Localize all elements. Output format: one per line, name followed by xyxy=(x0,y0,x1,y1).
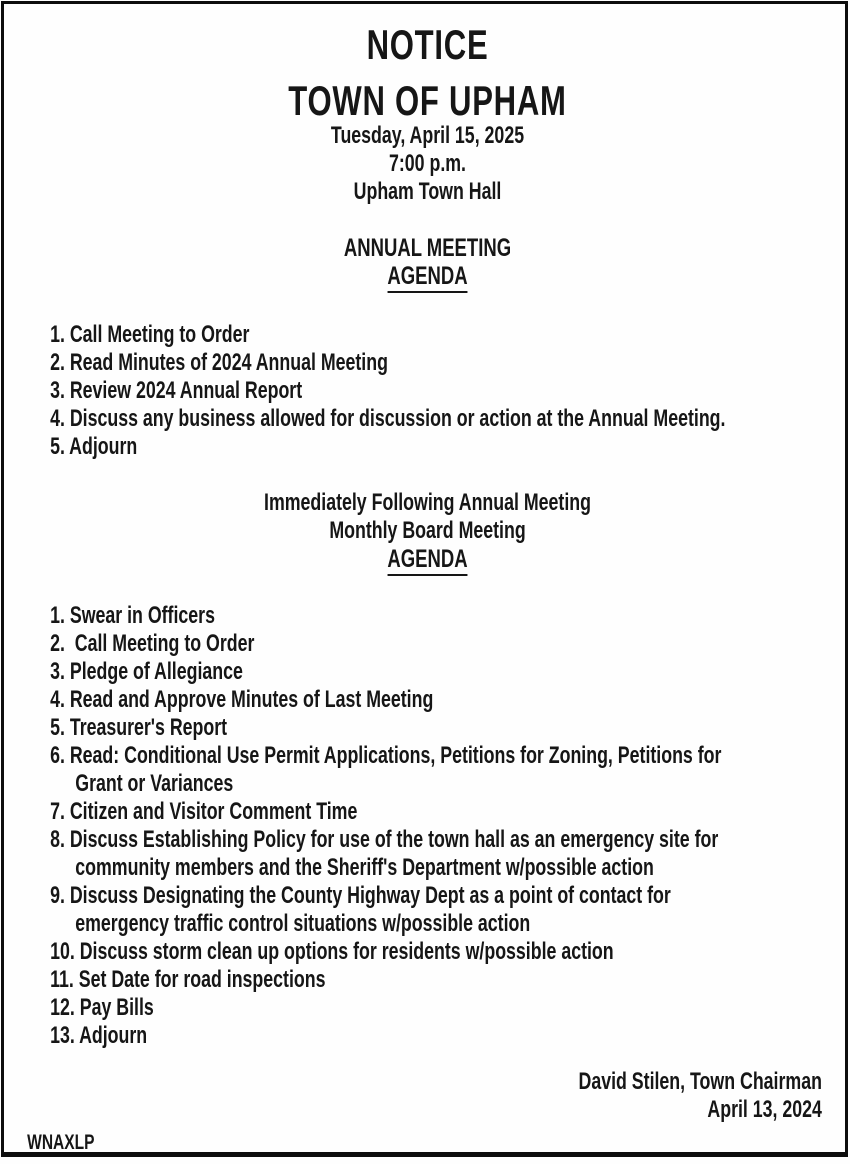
agenda-item xyxy=(50,433,838,461)
agenda-item-text: 8. Discuss Establishing Policy for use of the town hall as an emergency site for xyxy=(50,826,719,853)
monthly-agenda-label xyxy=(2,545,848,576)
agenda-item-text: 4. Discuss any business allowed for discussion or action at the Annual Meeting. xyxy=(50,405,726,432)
agenda-item xyxy=(50,658,838,686)
agenda-item xyxy=(50,321,838,349)
agenda-item xyxy=(50,994,838,1022)
agenda-item-text: 4. Read and Approve Minutes of Last Meeting xyxy=(50,686,434,713)
agenda-item-text: 7. Citizen and Visitor Comment Time xyxy=(50,798,358,825)
meeting-date: Tuesday, April 15, 2025 xyxy=(330,122,525,149)
agenda-item xyxy=(50,349,838,377)
meeting-time: 7:00 p.m. xyxy=(388,150,466,177)
signature-date: April 13, 2024 xyxy=(707,1096,822,1123)
agenda-item-text: 2. Call Meeting to Order xyxy=(50,630,255,657)
agenda-item-text: 10. Discuss storm clean up options for residents w/possible action xyxy=(50,938,614,965)
agenda-item xyxy=(50,1022,838,1050)
agenda-item xyxy=(50,826,838,882)
agenda-item xyxy=(50,602,838,630)
agenda-item xyxy=(50,686,838,714)
notice-title: NOTICE xyxy=(366,21,489,68)
agenda-item-text: 11. Set Date for road inspections xyxy=(50,966,326,993)
agenda-item-text: 13. Adjourn xyxy=(50,1022,148,1049)
agenda-item-text-continued: emergency traffic control situations w/possible action xyxy=(75,910,531,937)
agenda-item-text-continued: community members and the Sheriff's Department w/possible action xyxy=(75,854,654,881)
agenda-item-text: 5. Treasurer's Report xyxy=(50,714,228,741)
town-title: TOWN OF UPHAM xyxy=(288,77,567,124)
agenda-item-text: 5. Adjourn xyxy=(50,433,138,460)
meeting-meta xyxy=(2,122,848,206)
signature-name: David Stilen, Town Chairman xyxy=(578,1068,822,1095)
agenda-item-text: 1. Swear in Officers xyxy=(50,602,215,629)
monthly-heading-line1: Immediately Following Annual Meeting xyxy=(264,489,591,516)
notice-content xyxy=(2,21,848,1156)
agenda-item xyxy=(50,377,838,405)
signature-block xyxy=(2,1068,822,1124)
agenda-item-text: 3. Review 2024 Annual Report xyxy=(50,377,303,404)
agenda-item-text-continued: Grant or Variances xyxy=(75,770,234,797)
annual-agenda-label xyxy=(2,262,848,293)
agenda-item xyxy=(50,966,838,994)
monthly-meeting-heading xyxy=(2,489,848,545)
agenda-item xyxy=(50,630,838,658)
agenda-item xyxy=(50,714,838,742)
monthly-agenda-label-text: AGENDA xyxy=(387,545,467,576)
monthly-agenda-list xyxy=(50,602,838,1050)
publication-code: WNAXLP xyxy=(27,1131,95,1154)
agenda-item-text: 3. Pledge of Allegiance xyxy=(50,658,243,685)
agenda-item xyxy=(50,742,838,798)
annual-agenda-label-text: AGENDA xyxy=(387,262,467,293)
agenda-item xyxy=(50,798,838,826)
monthly-heading-line2: Monthly Board Meeting xyxy=(329,517,526,544)
agenda-item-text: 6. Read: Conditional Use Permit Applications, Petitions for Zoning, Petitions for xyxy=(50,742,722,769)
agenda-item-text: 1. Call Meeting to Order xyxy=(50,321,250,348)
agenda-item xyxy=(50,405,838,433)
notice-border-frame xyxy=(1,1,848,1157)
agenda-item-text: 9. Discuss Designating the County Highway Dept as a point of contact for xyxy=(50,882,671,909)
annual-meeting-heading: ANNUAL MEETING xyxy=(343,234,512,262)
annual-agenda-list xyxy=(50,321,838,461)
agenda-item-text: 2. Read Minutes of 2024 Annual Meeting xyxy=(50,349,388,376)
meeting-location: Upham Town Hall xyxy=(353,178,502,205)
agenda-item xyxy=(50,882,838,938)
agenda-item xyxy=(50,938,838,966)
agenda-item-text: 12. Pay Bills xyxy=(50,994,154,1021)
